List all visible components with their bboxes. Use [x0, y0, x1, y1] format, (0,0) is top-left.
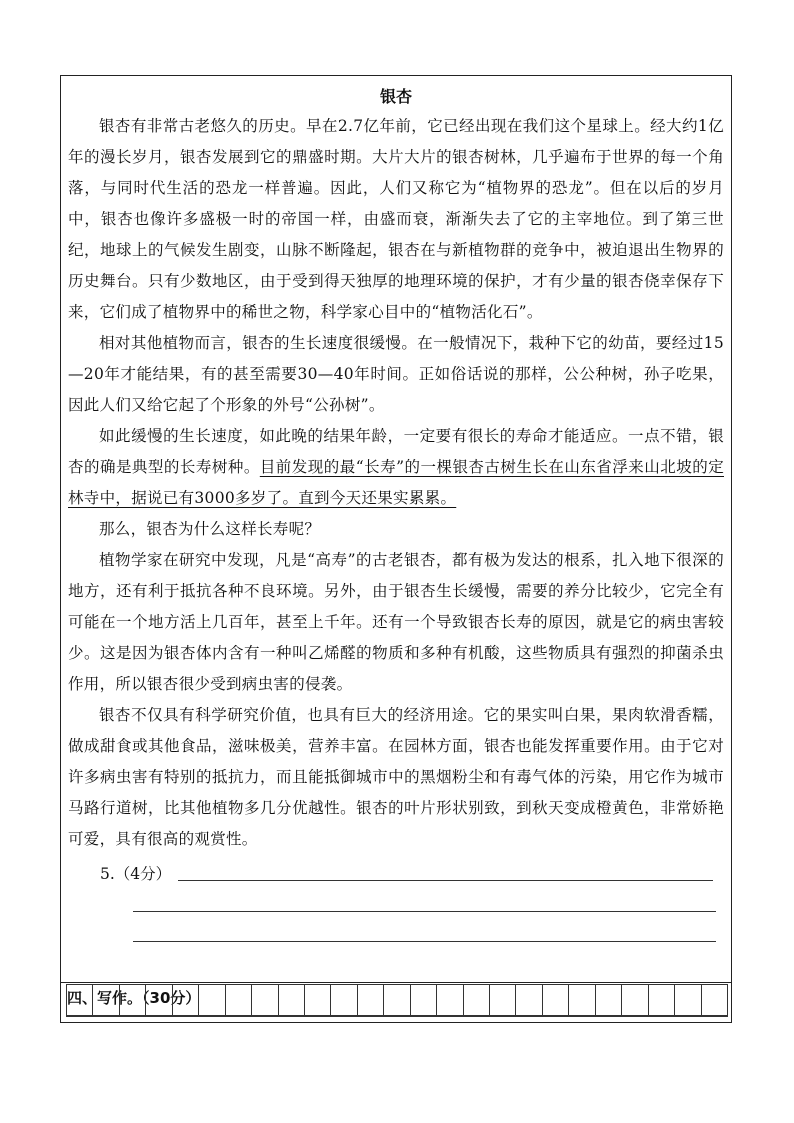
grid-cell[interactable] [568, 985, 594, 1015]
grid-cell[interactable] [701, 985, 728, 1015]
writing-section-heading: 四、写作。（30分） [67, 989, 201, 1007]
longevity-text: 如此缓慢的生长速度，如此晚的结果年龄，一定要有很长的寿命才能适应。一点不错，银杏的确是典型的长寿树种。 [68, 427, 724, 476]
grid-cell[interactable] [383, 985, 409, 1015]
grid-cell[interactable] [621, 985, 647, 1015]
answer-line-3[interactable] [133, 941, 716, 942]
question-5-answer-area [61, 861, 731, 971]
grid-cell[interactable] [198, 985, 224, 1015]
answer-line-1[interactable] [178, 880, 713, 881]
section-divider [61, 982, 731, 983]
grid-cell[interactable] [92, 985, 118, 1015]
paragraph-history: 银杏有非常古老悠久的历史。早在2.7亿年前，它已经出现在我们这个星球上。经大约1亿年的漫长岁月，银杏发展到它的鼎盛时期。大片大片的银杏树林，几乎遍布于世界的每一个角落，与同时代生活的恐龙一样普遍。因此，人们又称它为“植物界的恐龙”。但在以后的岁月中，银杏也像许多盛极一时的帝国一样，由盛而衰，渐渐失去了它的主宰地位。到了第三世纪，地球上的气候发生剧变，山脉不断隆起，银杏在与新植物群的竞争中，被迫退出生物界的历史舞台。只有少数地区，由于受到得天独厚的地理环境的保护，才有少量的银杏侥幸保存下来，它们成了植物界中的稀世之物，科学家心目中的“植物活化石”。 [68, 117, 724, 321]
grid-cell[interactable] [542, 985, 568, 1015]
grid-cell[interactable] [648, 985, 674, 1015]
grid-cell[interactable] [172, 985, 198, 1015]
grid-cell[interactable] [119, 985, 145, 1015]
grid-cell[interactable] [66, 985, 92, 1015]
grid-cell[interactable] [145, 985, 171, 1015]
writing-grid-bottom-line [66, 1016, 728, 1017]
paragraph-value: 银杏不仅具有科学研究价值，也具有巨大的经济用途。它的果实叫白果，果肉软滑香糯，做成甜食或其他食品，滋味极美，营养丰富。在园林方面，银杏也能发挥重要作用。由于它对许多病虫害有特别的抵抗力，而且能抵御城市中的黑烟粉尘和有毒气体的污染，用它作为城市马路行道树，比其他植物多几分优越性。银杏的叶片形状别致，到秋天变成橙黄色，非常娇艳可爱，具有很高的观赏性。 [68, 706, 724, 848]
paragraph-longevity [68, 421, 724, 514]
grid-cell[interactable] [330, 985, 356, 1015]
grid-cell[interactable] [595, 985, 621, 1015]
grid-cell[interactable] [463, 985, 489, 1015]
article-title: 银杏 [379, 87, 412, 106]
article-body [68, 111, 724, 855]
grid-cell[interactable] [225, 985, 251, 1015]
grid-cell[interactable] [515, 985, 541, 1015]
answer-line-2[interactable] [133, 911, 716, 912]
paragraph-reasons: 植物学家在研究中发现，凡是“高寿”的古老银杏，都有极为发达的根系，扎入地下很深的地方，还有利于抵抗各种不良环境。另外，由于银杏生长缓慢，需要的养分比较少，它完全有可能在一个地方活上几百年，甚至上千年。还有一个导致银杏长寿的原因，就是它的病虫害较少。这是因为银杏体内含有一种叫乙烯醛的物质和多种有机酸，这些物质具有强烈的抑菌杀虫作用，所以银杏很少受到病虫害的侵袭。 [68, 551, 724, 693]
paragraph-question: 那么，银杏为什么这样长寿呢？ [99, 520, 321, 538]
paragraph-growth: 相对其他植物而言，银杏的生长速度很缓慢。在一般情况下，栽种下它的幼苗，要经过15—20年才能结果，有的甚至需要30—40年时间。正如俗话说的那样，公公种树，孙子吃果，因此人们又给它起了个形象的外号“公孙树”。 [68, 334, 724, 414]
grid-cell[interactable] [251, 985, 277, 1015]
grid-cell[interactable] [674, 985, 700, 1015]
writing-grid [66, 984, 728, 1016]
grid-cell[interactable] [357, 985, 383, 1015]
grid-cell[interactable] [436, 985, 462, 1015]
exam-frame [60, 75, 732, 1023]
grid-cell[interactable] [489, 985, 515, 1015]
grid-cell[interactable] [304, 985, 330, 1015]
underlined-sentence: 目前发现的最“长寿”的一棵银杏古树生长在山东省浮来山北坡的定林寺中，据说已有3000多岁了。直到今天还果实累累。 [68, 458, 724, 507]
grid-cell[interactable] [410, 985, 436, 1015]
question-5-label: 5.（4分） [100, 865, 172, 883]
grid-cell[interactable] [278, 985, 304, 1015]
